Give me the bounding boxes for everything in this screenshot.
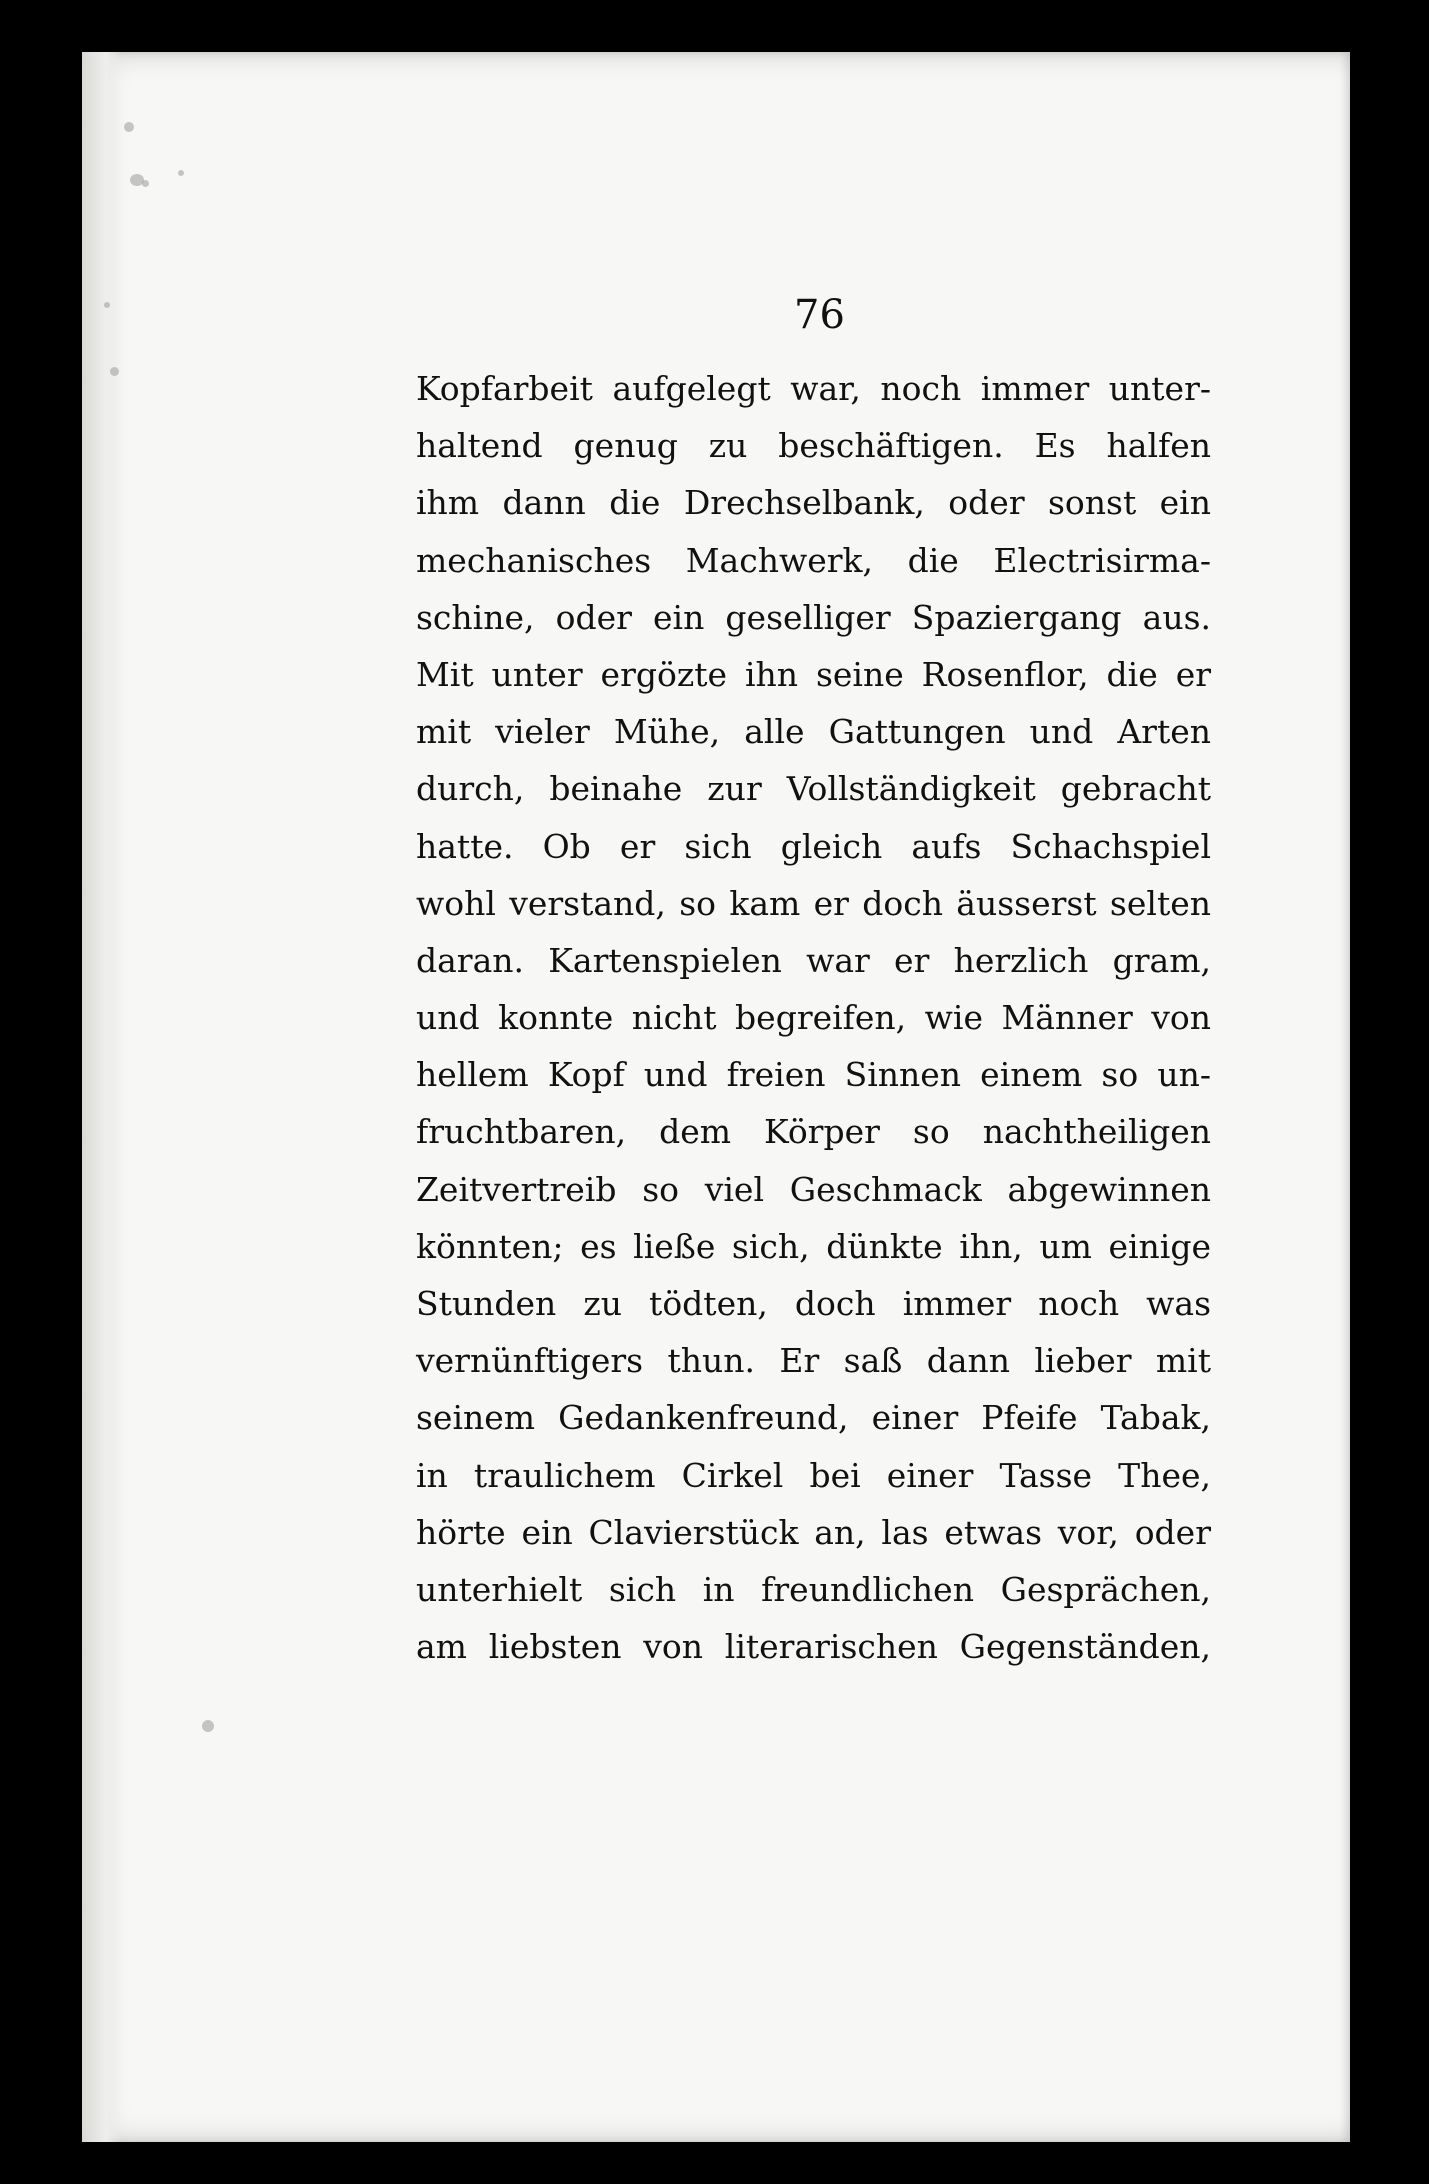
text-line: schine, oder ein geselliger Spaziergang aus.	[416, 597, 1211, 637]
text-line: vernünftigers thun. Er saß dann lieber mit	[416, 1341, 1211, 1381]
text-line: fruchtbaren, dem Körper so nachtheiligen	[416, 1112, 1211, 1152]
text-line: hörte ein Clavierstück an, las etwas vor, oder	[416, 1512, 1211, 1552]
page-gutter-shadow	[82, 52, 122, 2142]
text-line: mechanisches Machwerk, die Electrisirma-	[416, 540, 1211, 580]
text-line: ihm dann die Drechselbank, oder sonst ein	[416, 483, 1211, 523]
text-line: könnten; es ließe sich, dünkte ihn, um einige	[416, 1226, 1211, 1266]
foxing-spot	[178, 170, 184, 176]
body-text	[416, 360, 1211, 1675]
foxing-spot	[104, 302, 110, 308]
text-line: Zeitvertreib so viel Geschmack abgewinnen	[416, 1169, 1211, 1209]
text-line: hellem Kopf und freien Sinnen einem so un-	[416, 1055, 1211, 1095]
text-line: wohl verstand, so kam er doch äusserst selten	[416, 883, 1211, 923]
foxing-spot	[110, 367, 119, 376]
foxing-spot	[202, 1720, 214, 1732]
text-line: mit vieler Mühe, alle Gattungen und Arten	[416, 712, 1211, 752]
text-line: am liebsten von literarischen Gegenständen,	[416, 1627, 1211, 1667]
foxing-spot	[124, 122, 134, 132]
text-line: daran. Kartenspielen war er herzlich gram,	[416, 940, 1211, 980]
text-line: durch, beinahe zur Vollständigkeit gebracht	[416, 769, 1211, 809]
text-line: und konnte nicht begreifen, wie Männer von	[416, 998, 1211, 1038]
page-number: 76	[794, 292, 845, 338]
text-line: in traulichem Cirkel bei einer Tasse Thee,	[416, 1455, 1211, 1495]
text-line: haltend genug zu beschäftigen. Es halfen	[416, 426, 1211, 466]
text-line: Kopfarbeit aufgelegt war, noch immer unter-	[416, 369, 1211, 408]
text-line: Mit unter ergözte ihn seine Rosenflor, die er	[416, 654, 1211, 694]
text-line: Stunden zu tödten, doch immer noch was	[416, 1284, 1211, 1323]
text-line: unterhielt sich in freundlichen Gesprächen,	[416, 1569, 1211, 1609]
text-line: seinem Gedankenfreund, einer Pfeife Tabak,	[416, 1398, 1211, 1438]
foxing-spot	[130, 174, 144, 186]
text-line: hatte. Ob er sich gleich aufs Schachspiel	[416, 826, 1211, 866]
